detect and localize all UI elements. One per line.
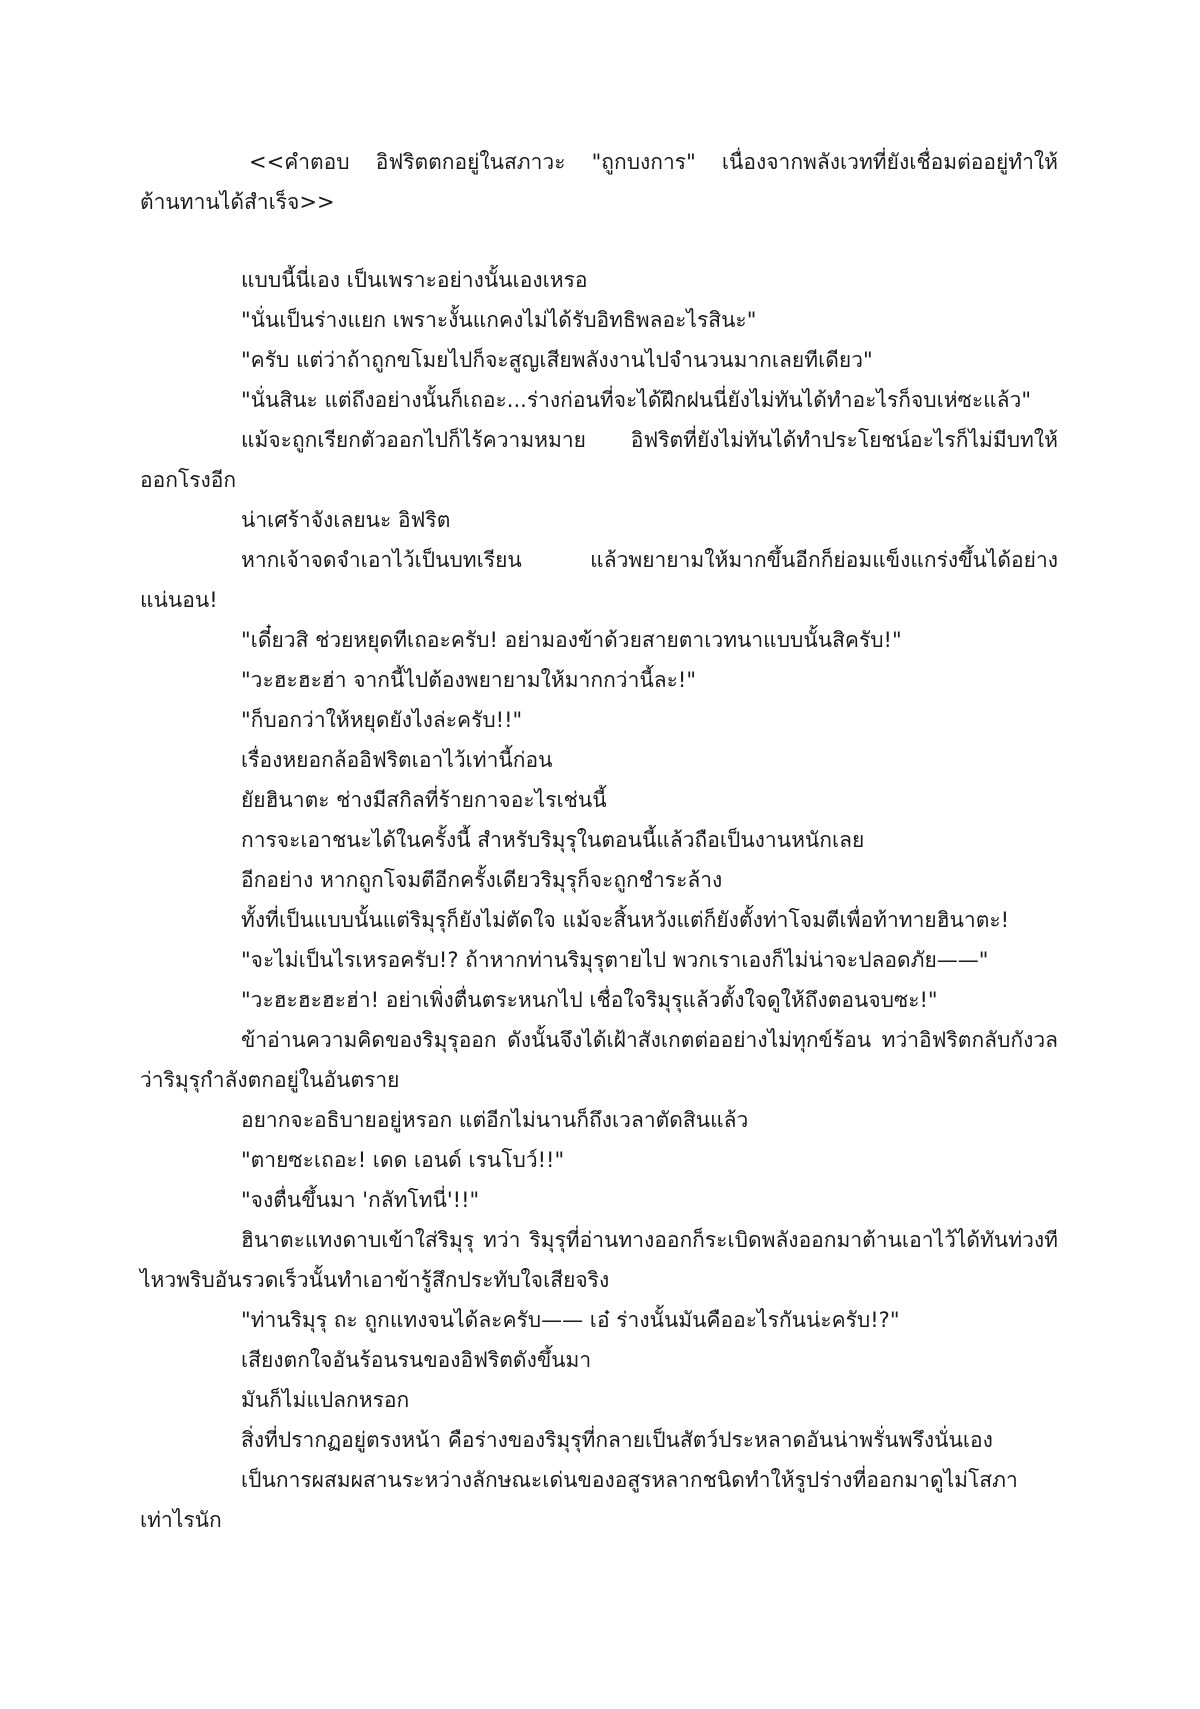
paragraph: การจะเอาชนะได้ในครั้งนี้ สำหรับริมุรุในตอนนี้แล้วถือเป็นงานหนักเลย xyxy=(241,828,865,852)
paragraph: "วะฮะฮะฮ่า จากนี้ไปต้องพยายามให้มากกว่านี้ละ!" xyxy=(241,668,696,692)
paragraph: แม้จะถูกเรียกตัวออกไปก็ไร้ความหมาย อิฟริตที่ยังไม่ทันได้ทำประโยชน์อะไรก็ไม่มีบทให้ออกโรงอีก xyxy=(140,428,1058,492)
paragraph: ฮินาตะแทงดาบเข้าใส่ริมุรุ ทว่า ริมุรุที่อ่านทางออกก็ระเบิดพลังออกมาต้านเอาไว้ได้ทันท่วงที ไหวพริบอันรวดเร็วนั้นทำเอาข้ารู้สึกประทับใจเสียจริง xyxy=(140,1228,1058,1292)
paragraph: ข้าอ่านความคิดของริมุรุออก ดังนั้นจึงได้เฝ้าสังเกตต่ออย่างไม่ทุกข์ร้อน ทว่าอิฟริตกลับกังวลว่าริมุรุกำลังตกอยู่ในอันตราย xyxy=(140,1028,1058,1092)
paragraph: "จะไม่เป็นไรเหรอครับ!? ถ้าหากท่านริมุรุตายไป พวกเราเองก็ไม่น่าจะปลอดภัย——" xyxy=(241,948,989,972)
paragraph-gap xyxy=(140,222,1058,260)
paragraph: "ตายซะเถอะ! เดด เอนด์ เรนโบว์!!" xyxy=(241,1148,565,1172)
paragraph: อยากจะอธิบายอยู่หรอก แต่อีกไม่นานก็ถึงเวลาตัดสินแล้ว xyxy=(241,1108,749,1132)
document-page xyxy=(140,142,1058,1540)
paragraph: "วะฮะฮะฮะฮ่า! อย่าเพิ่งตื่นตระหนกไป เชื่อใจริมุรุแล้วตั้งใจดูให้ถึงตอนจบซะ!" xyxy=(241,988,938,1012)
paragraph: "เดี๋ยวสิ ช่วยหยุดทีเถอะครับ! อย่ามองข้าด้วยสายตาเวทนาแบบนั้นสิครับ!" xyxy=(241,628,902,652)
paragraph: ยัยฮินาตะ ช่างมีสกิลที่ร้ายกาจอะไรเช่นนี้ xyxy=(241,788,607,812)
paragraph-answer: <<คำตอบ อิฟริตตกอยู่ในสภาวะ "ถูกบงการ" เนื่องจากพลังเวทที่ยังเชื่อมต่ออยู่ทำให้ต้านทานได้สำเร็จ>> xyxy=(140,150,1058,214)
paragraph: "ท่านริมุรุ ถะ ถูกแทงจนได้ละครับ—— เอ๋ ร่างนั้นมันคืออะไรกันน่ะครับ!?" xyxy=(241,1308,900,1332)
paragraph: สิ่งที่ปรากฏอยู่ตรงหน้า คือร่างของริมุรุที่กลายเป็นสัตว์ประหลาดอันน่าพรั่นพรึงนั่นเอง xyxy=(241,1428,993,1452)
paragraph: "จงตื่นขึ้นมา 'กลัทโทนี่'!!" xyxy=(241,1188,480,1212)
paragraph: "ก็บอกว่าให้หยุดยังไงล่ะครับ!!" xyxy=(241,708,523,732)
paragraph: "นั่นสินะ แต่ถึงอย่างนั้นก็เถอะ...ร่างก่อนที่จะได้ฝึกฝนนี่ยังไม่ทันได้ทำอะไรก็จบเห่ซะแล้ว" xyxy=(241,388,1031,412)
paragraph: เป็นการผสมผสานระหว่างลักษณะเด่นของอสูรหลากชนิดทำให้รูปร่างที่ออกมาดูไม่โสภาเท่าไรนัก xyxy=(140,1468,1018,1532)
paragraph: น่าเศร้าจังเลยนะ อิฟริต xyxy=(241,508,451,532)
paragraph: เสียงตกใจอันร้อนรนของอิฟริตดังขึ้นมา xyxy=(241,1348,592,1372)
paragraph: อีกอย่าง หากถูกโจมตีอีกครั้งเดียวริมุรุก็จะถูกชำระล้าง xyxy=(241,868,723,892)
paragraph: แบบนี้นี่เอง เป็นเพราะอย่างนั้นเองเหรอ xyxy=(241,268,588,292)
paragraph: เรื่องหยอกล้ออิฟริตเอาไว้เท่านี้ก่อน xyxy=(241,748,553,772)
paragraph: หากเจ้าจดจำเอาไว้เป็นบทเรียน แล้วพยายามให้มากขึ้นอีกก็ย่อมแข็งแกร่งขึ้นได้อย่างแน่นอน! xyxy=(140,548,1058,612)
paragraph: ทั้งที่เป็นแบบนั้นแต่ริมุรุก็ยังไม่ตัดใจ แม้จะสิ้นหวังแต่ก็ยังตั้งท่าโจมตีเพื่อท้าทายฮินาตะ! xyxy=(241,908,1010,932)
paragraph: มันก็ไม่แปลกหรอก xyxy=(241,1388,410,1412)
paragraph: "ครับ แต่ว่าถ้าถูกขโมยไปก็จะสูญเสียพลังงานไปจำนวนมากเลยทีเดียว" xyxy=(241,348,873,372)
paragraph: "นั่นเป็นร่างแยก เพราะงั้นแกคงไม่ได้รับอิทธิพลอะไรสินะ" xyxy=(241,308,757,332)
